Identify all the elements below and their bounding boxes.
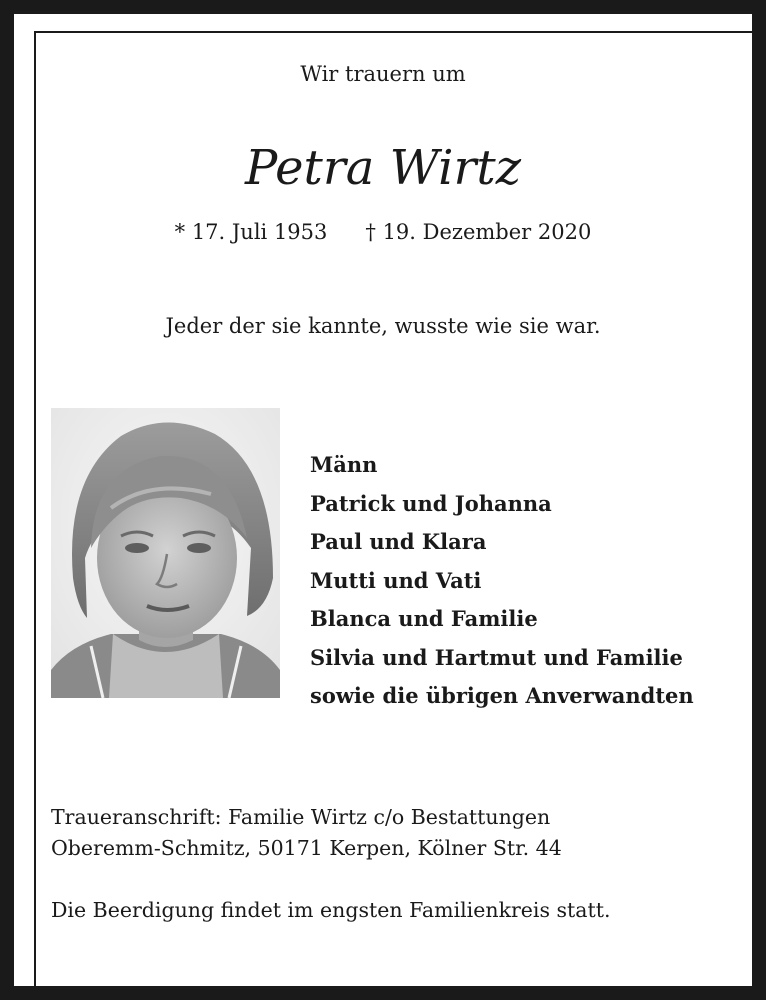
mourner-line: Männ: [310, 452, 378, 477]
intro-text: Wir trauern um: [300, 62, 466, 86]
portrait-photo: [51, 408, 280, 698]
mourners-list: [310, 446, 694, 716]
mourner-line: Paul und Klara: [310, 529, 487, 554]
mourning-address: [51, 802, 562, 864]
deceased-name: Petra Wirtz: [244, 140, 522, 196]
birth-date: * 17. Juli 1953: [174, 220, 328, 244]
mourner-line: Silvia und Hartmut und Familie: [310, 644, 683, 670]
address-line: Traueranschrift: Familie Wirtz c/o Bestattungen: [51, 805, 551, 829]
life-dates: [0, 220, 766, 244]
funeral-note: Die Beerdigung findet im engsten Familienkreis statt.: [51, 898, 611, 922]
mourner-line: Patrick und Johanna: [310, 490, 552, 516]
death-date: † 19. Dezember 2020: [365, 220, 592, 244]
mourner-line: Blanca und Familie: [310, 606, 538, 631]
mourner-line: Mutti und Vati: [310, 567, 482, 593]
memorial-quote: Jeder der sie kannte, wusste wie sie war.: [165, 314, 601, 338]
address-line: Oberemm-Schmitz, 50171 Kerpen, Kölner Str. 44: [51, 836, 562, 860]
mourner-line: sowie die übrigen Anverwandten: [310, 683, 694, 708]
